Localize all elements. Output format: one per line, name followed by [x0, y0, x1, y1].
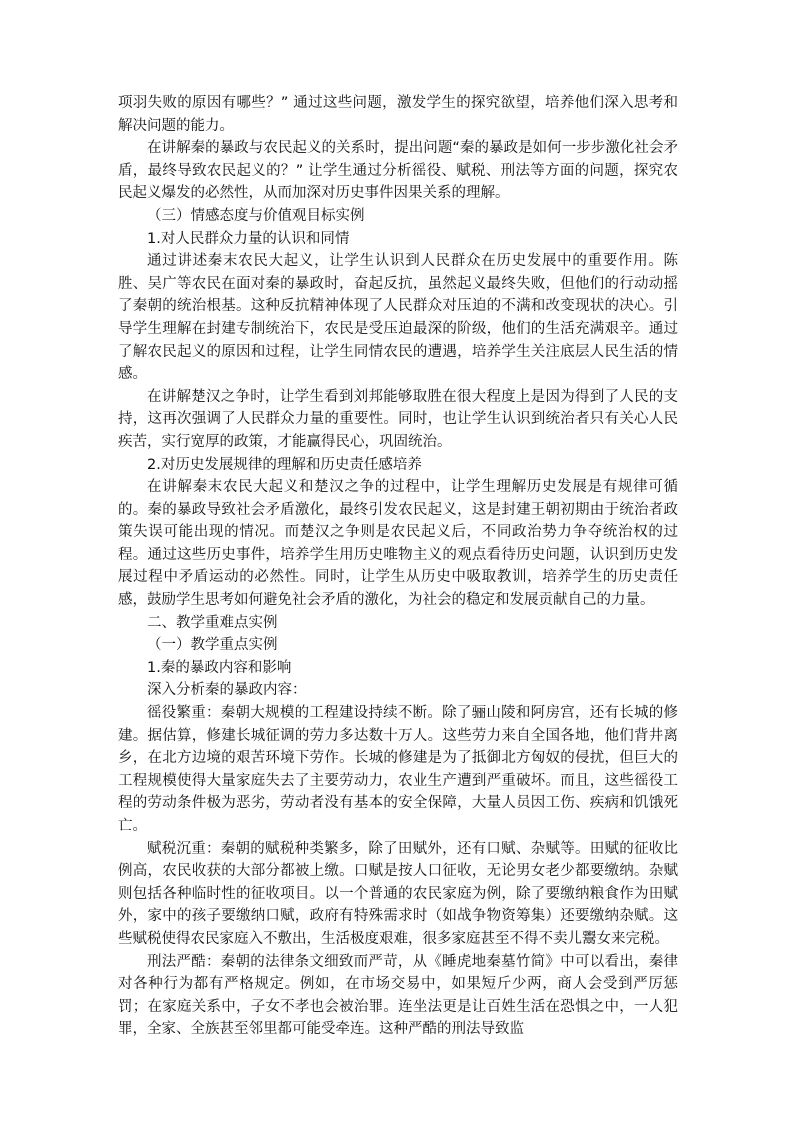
paragraph-2: 在讲解秦的暴政与农民起义的关系时，提出问题“秦的暴政是如何一步步激化社会矛盾，最终导致农民起义的？” 让学生通过分析徭役、赋税、刑法等方面的问题，探究农民起义爆发的必然性，从而加深对历史事件因果关系的理解。: [118, 140, 678, 202]
paragraph-corvee: 徭役繁重：秦朝大规模的工程建设持续不断。除了骊山陵和阿房宫，还有长城的修建。据估算，修建长城征调的劳力多达数十万人。这些劳力来自全国各地，他们背井离乡，在北方边境的艰苦环境下劳作。长城的修建是为了抵御北方匈奴的侵扰，但巨大的工程规模使得大量家庭失去了主要劳动力，农业生产遭到严重破坏。而且，这些徭役工程的劳动条件极为恶劣，劳动者没有基本的安全保障，大量人员因工伤、疾病和饥饿死亡。: [118, 705, 678, 834]
subheading-historical-laws: 2.对历史发展规律的理解和历史责任感培养: [147, 456, 422, 473]
paragraph-taxes: 赋税沉重：秦朝的赋税种类繁多，除了田赋外，还有口赋、杂赋等。田赋的征收比例高，农民收获的大部分都被上缴。口赋是按人口征收，无论男女老少都要缴纳。杂赋则包括各种临时性的征收项目。以一个普通的农民家庭为例，除了要缴纳粮食作为田赋外，家中的孩子要缴纳口赋，政府有特殊需求时（如战争物资筹集）还要缴纳杂赋。这些赋税使得农民家庭入不敷出，生活极度艰难，很多家庭甚至不得不卖儿鬻女来完税。: [118, 840, 678, 947]
paragraph-chu-han: 在讲解楚汉之争时，让学生看到刘邦能够取胜在很大程度上是因为得到了人民的支持，这再次强调了人民群众力量的重要性。同时，也让学生认识到统治者只有关心人民疾苦，实行宽厚的政策，才能赢得民心，巩固统治。: [118, 388, 678, 450]
document-page: [118, 92, 678, 1041]
paragraph-1: 项羽失败的原因有哪些？” 通过这些问题，激发学生的探究欲望，培养他们深入思考和解决问题的能力。: [118, 95, 678, 134]
subheading-qin-tyranny: 1.秦的暴政内容和影响: [147, 659, 292, 676]
subheading-people-power: 1.对人民群众力量的认识和同情: [147, 230, 350, 247]
section-heading-emotion-goals: （三）情感态度与价值观目标实例: [147, 207, 365, 224]
section-heading-key-difficulties: 二、教学重难点实例: [147, 614, 278, 631]
subheading-key-points: （一）教学重点实例: [147, 637, 278, 654]
paragraph-historical-laws: 在讲解秦末农民大起义和楚汉之争的过程中，让学生理解历史发展是有规律可循的。秦的暴政导致社会矛盾激化，最终引发农民起义，这是封建王朝初期由于统治者政策失误可能出现的情况。而楚汉之争则是农民起义后，不同政治势力争夺统治权的过程。通过这些历史事件，培养学生用历史唯物主义的观点看待历史问题，认识到历史发展过程中矛盾运动的必然性。同时，让学生从历史中吸取教训，培养学生的历史责任感，鼓励学生思考如何避免社会矛盾的激化，为社会的稳定和发展贡献自己的力量。: [118, 479, 678, 609]
paragraph-peasant-uprising: 通过讲述秦末农民大起义，让学生认识到人民群众在历史发展中的重要作用。陈胜、吴广等农民在面对秦的暴政时，奋起反抗，虽然起义最终失败，但他们的行动动摇了秦朝的统治根基。这种反抗精神体现了人民群众对压迫的不满和改变现状的决心。引导学生理解在封建专制统治下，农民是受压迫最深的阶级，他们的生活充满艰辛。通过了解农民起义的原因和过程，让学生同情农民的遭遇，培养学生关注底层人民生活的情感。: [118, 253, 678, 383]
subheading-analysis: 深入分析秦的暴政内容：: [147, 682, 307, 699]
paragraph-harsh-laws: 刑法严酷：秦朝的法律条文细致而严苛，从《睡虎地秦墓竹简》中可以看出，秦律对各种行为都有严格规定。例如，在市场交易中，如果短斤少两，商人会受到严厉惩罚；在家庭关系中，子女不孝也会被治罪。连坐法更是让百姓生活在恐惧之中，一人犯罪，全家、全族甚至邻里都可能受牵连。这种严酷的刑法导致监: [118, 953, 678, 1038]
